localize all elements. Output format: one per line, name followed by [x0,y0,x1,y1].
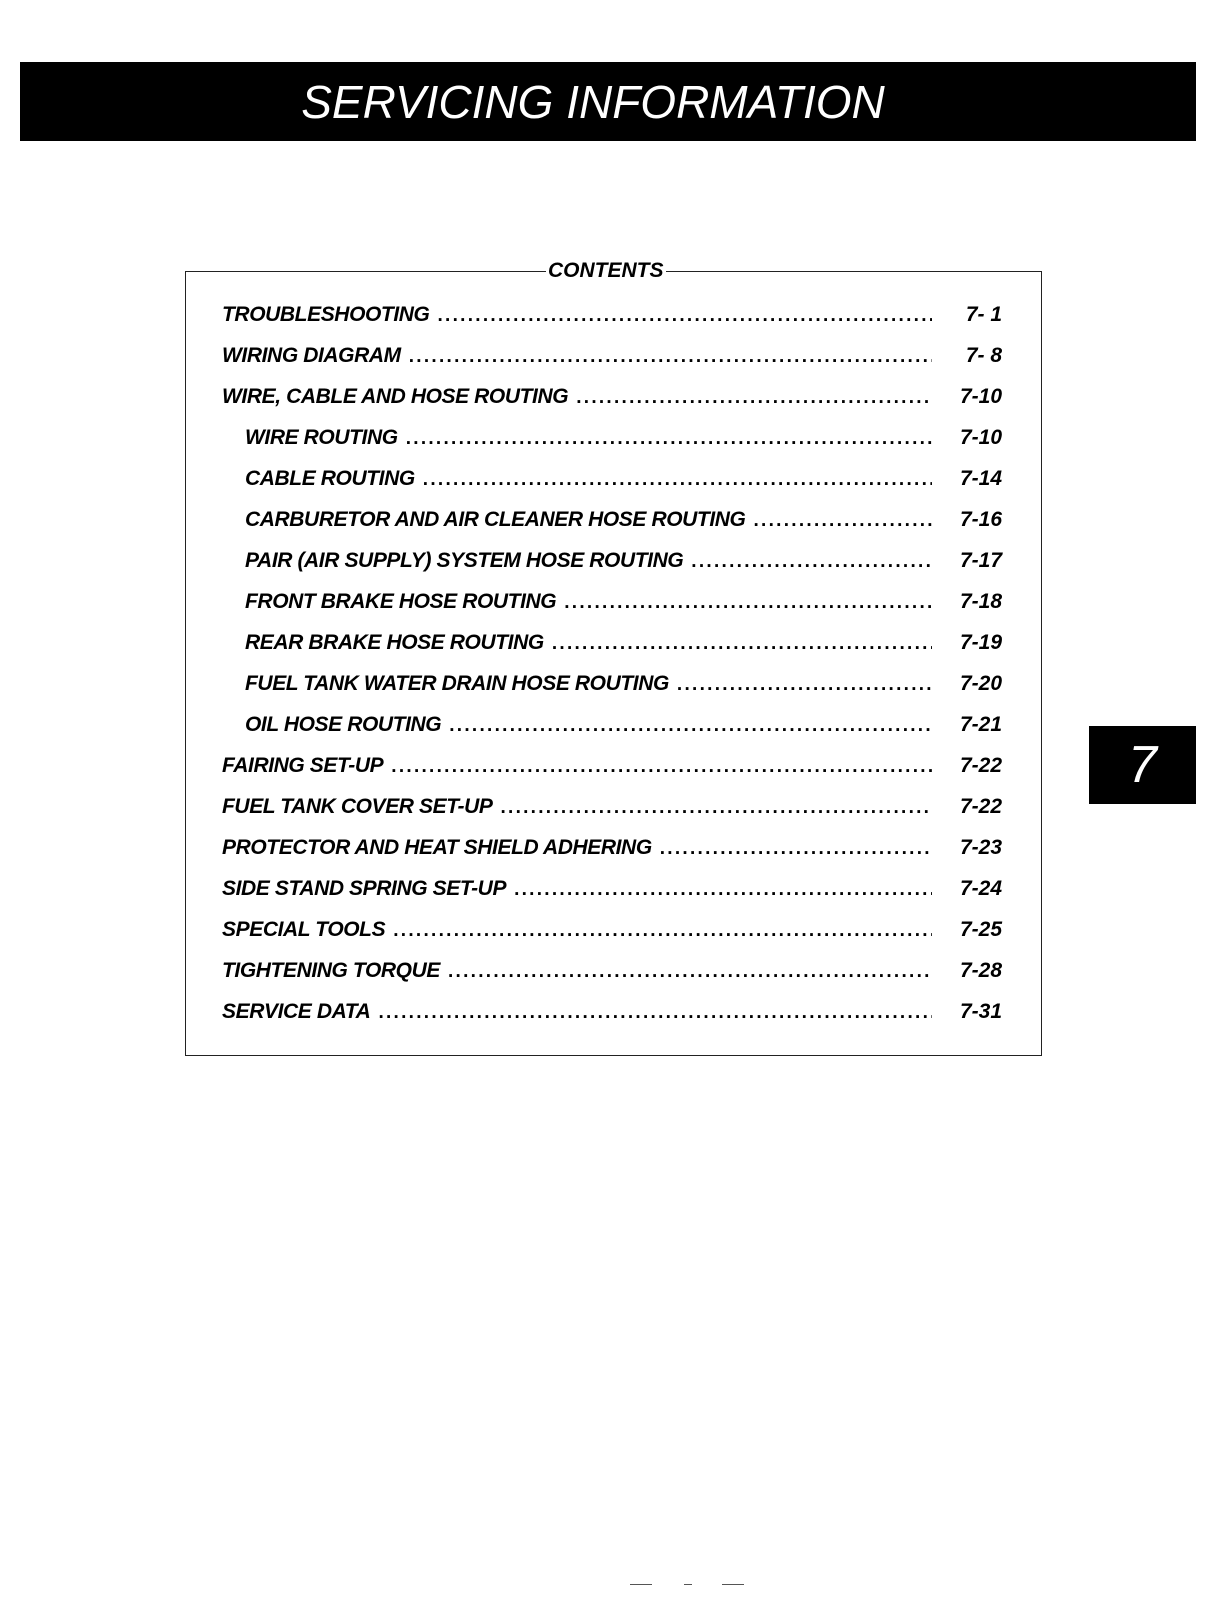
toc-dot-leader [423,458,932,500]
toc-entry-title: FRONT BRAKE HOSE ROUTING [245,590,557,613]
toc-entry-page: 7-10 [959,426,1002,449]
toc-entry-wiring-diagram[interactable] [222,335,1002,376]
toc-entry-tightening-torque[interactable] [222,950,1002,991]
toc-entry-title: PAIR (AIR SUPPLY) SYSTEM HOSE ROUTING [245,549,684,572]
toc-entry-title: SIDE STAND SPRING SET-UP [222,877,507,900]
footer-mark [684,1584,692,1585]
footer-scan-marks [630,1584,750,1588]
toc-entry-title: CABLE ROUTING [245,467,415,490]
toc-entry-page: 7-24 [959,877,1002,900]
toc-dot-leader [660,827,932,869]
toc-entry-wire-routing[interactable] [222,417,1002,458]
toc-entry-title: TROUBLESHOOTING [222,303,430,326]
toc-dot-leader [514,868,932,910]
toc-entry-page: 7-23 [959,836,1002,859]
toc-entry-fairing-set-up[interactable] [222,745,1002,786]
toc-entry-title: FUEL TANK COVER SET-UP [222,795,493,818]
toc-dot-leader [564,581,932,623]
toc-dot-leader [753,499,932,541]
toc-entry-title: SERVICE DATA [222,1000,371,1023]
toc-entry-title: FAIRING SET-UP [222,754,384,777]
toc-entry-special-tools[interactable] [222,909,1002,950]
toc-entry-cable-routing[interactable] [222,458,1002,499]
toc-entry-page: 7-28 [959,959,1002,982]
toc-entry-page: 7-18 [959,590,1002,613]
toc-entry-side-stand-spring[interactable] [222,868,1002,909]
toc-entry-title: REAR BRAKE HOSE ROUTING [245,631,544,654]
toc-dot-leader [449,704,932,746]
contents-box [185,259,1042,1056]
toc-dot-leader [576,376,932,418]
toc-dot-leader [448,950,932,992]
contents-heading: CONTENTS [546,257,666,285]
toc-entry-title: PROTECTOR AND HEAT SHIELD ADHERING [222,836,652,859]
toc-dot-leader [500,786,932,828]
toc-dot-leader [409,335,932,377]
toc-entry-page: 7-14 [959,467,1002,490]
toc-dot-leader [691,540,932,582]
chapter-tab[interactable] [1089,726,1196,804]
toc-entry-title: CARBURETOR AND AIR CLEANER HOSE ROUTING [245,508,746,531]
toc-entry-page: 7-22 [959,754,1002,777]
title-bar [20,62,1196,141]
toc-dot-leader [552,622,932,664]
toc-entry-title: OIL HOSE ROUTING [245,713,442,736]
toc-dot-leader [378,991,932,1033]
toc-entry-oil-hose-routing[interactable] [222,704,1002,745]
toc-entry-page: 7-20 [959,672,1002,695]
toc-entry-page: 7-25 [959,918,1002,941]
toc-entry-page: 7-19 [959,631,1002,654]
toc-entry-page: 7-17 [959,549,1002,572]
toc-entry-pair-hose-routing[interactable] [222,540,1002,581]
toc-entry-page: 7-21 [959,713,1002,736]
toc-entry-title: WIRE ROUTING [245,426,398,449]
toc-dot-leader [391,745,932,787]
toc-entry-title: FUEL TANK WATER DRAIN HOSE ROUTING [245,672,669,695]
toc-entry-page: 7- 8 [965,344,1002,367]
toc-list [222,294,1002,1032]
toc-entry-service-data[interactable] [222,991,1002,1032]
footer-mark [722,1584,744,1585]
toc-entry-fuel-tank-drain-hose-routing[interactable] [222,663,1002,704]
toc-entry-page: 7-22 [959,795,1002,818]
footer-mark [630,1584,652,1585]
chapter-number: 7 [1128,736,1157,794]
toc-entry-page: 7-16 [959,508,1002,531]
toc-entry-rear-brake-hose-routing[interactable] [222,622,1002,663]
toc-dot-leader [406,417,932,459]
toc-entry-carburetor-hose-routing[interactable] [222,499,1002,540]
toc-entry-wire-cable-hose-routing[interactable] [222,376,1002,417]
page-title: SERVICING INFORMATION [301,75,885,128]
toc-dot-leader [677,663,932,705]
toc-entry-troubleshooting[interactable] [222,294,1002,335]
toc-entry-title: SPECIAL TOOLS [222,918,386,941]
toc-entry-page: 7-10 [959,385,1002,408]
toc-dot-leader [438,294,933,336]
toc-entry-front-brake-hose-routing[interactable] [222,581,1002,622]
toc-entry-title: WIRE, CABLE AND HOSE ROUTING [222,385,569,408]
toc-entry-title: WIRING DIAGRAM [222,344,401,367]
toc-entry-page: 7- 1 [965,303,1002,326]
toc-entry-fuel-tank-cover-set-up[interactable] [222,786,1002,827]
toc-entry-title: TIGHTENING TORQUE [222,959,440,982]
toc-entry-page: 7-31 [959,1000,1002,1023]
toc-entry-protector-heat-shield[interactable] [222,827,1002,868]
toc-dot-leader [393,909,932,951]
